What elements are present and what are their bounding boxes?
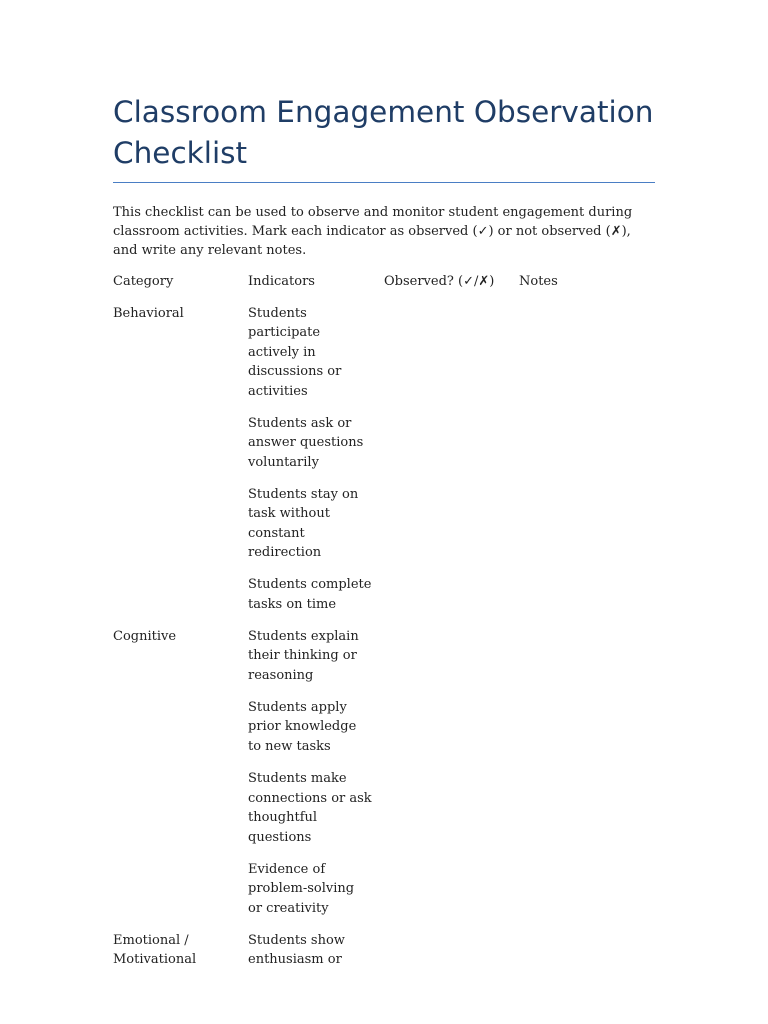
row-category (113, 860, 248, 919)
row-category (113, 575, 248, 614)
row-category (113, 769, 248, 847)
indicator-text: Students apply prior knowledge to new tasks (248, 699, 357, 754)
row-observed-cell[interactable] (384, 304, 519, 402)
row-notes-cell[interactable] (519, 698, 655, 757)
table-header-row (113, 272, 655, 292)
table-row (113, 485, 655, 563)
row-indicator (248, 414, 384, 473)
row-category (113, 414, 248, 473)
row-category: Behavioral (113, 305, 184, 321)
row-indicator (248, 627, 384, 686)
row-category (113, 931, 248, 970)
indicator-text: Students stay on task without constant redirection (248, 486, 359, 561)
table-row (113, 931, 655, 970)
table-row (113, 304, 655, 402)
document-title: Classroom Engagement Observation Checklist (113, 92, 655, 183)
category-text: Emotional / Motivational (113, 932, 197, 968)
row-notes-cell[interactable] (519, 769, 655, 847)
header-indicators: Indicators (248, 274, 315, 289)
row-observed-cell[interactable] (384, 485, 519, 563)
row-observed-cell[interactable] (384, 627, 519, 686)
document-page (113, 92, 655, 982)
row-indicator (248, 698, 384, 757)
row-category (113, 485, 248, 563)
table-row (113, 698, 655, 757)
header-notes: Notes (519, 274, 558, 289)
table-row (113, 627, 655, 686)
row-indicator (248, 485, 384, 563)
header-category: Category (113, 274, 174, 289)
row-notes-cell[interactable] (519, 304, 655, 402)
indicator-text: Students complete tasks on time (248, 577, 372, 612)
row-notes-cell[interactable] (519, 575, 655, 614)
indicator-text: Students show enthusiasm or (248, 932, 345, 968)
row-observed-cell[interactable] (384, 575, 519, 614)
row-indicator (248, 931, 384, 970)
table-row (113, 575, 655, 614)
row-indicator (248, 769, 384, 847)
row-indicator (248, 575, 384, 614)
indicator-text: Students make connections or ask thoughtful questions (248, 771, 372, 845)
row-indicator (248, 304, 384, 402)
row-notes-cell[interactable] (519, 414, 655, 473)
row-category (113, 698, 248, 757)
row-observed-cell[interactable] (384, 931, 519, 970)
table-row (113, 414, 655, 473)
indicator-text: Students participate actively in discussions or activities (248, 305, 342, 399)
row-observed-cell[interactable] (384, 698, 519, 757)
row-notes-cell[interactable] (519, 931, 655, 970)
row-observed-cell[interactable] (384, 860, 519, 919)
indicator-text: Evidence of problem-solving or creativity (248, 861, 355, 916)
observation-checklist-table (113, 272, 655, 970)
table-row (113, 769, 655, 847)
indicator-text: Students explain their thinking or reasoning (248, 628, 359, 683)
row-notes-cell[interactable] (519, 860, 655, 919)
row-category: Cognitive (113, 628, 177, 644)
row-observed-cell[interactable] (384, 769, 519, 847)
table-row (113, 860, 655, 919)
row-notes-cell[interactable] (519, 627, 655, 686)
indicator-text: Students ask or answer questions voluntarily (248, 415, 364, 470)
row-indicator (248, 860, 384, 919)
row-observed-cell[interactable] (384, 414, 519, 473)
header-observed: Observed? (✓/✗) (384, 274, 495, 289)
row-notes-cell[interactable] (519, 485, 655, 563)
intro-paragraph: This checklist can be used to observe and monitor student engagement during classroom activities. Mark each indicator as observed (✓) or not observed (✗), and write any relevant notes. (113, 205, 633, 258)
